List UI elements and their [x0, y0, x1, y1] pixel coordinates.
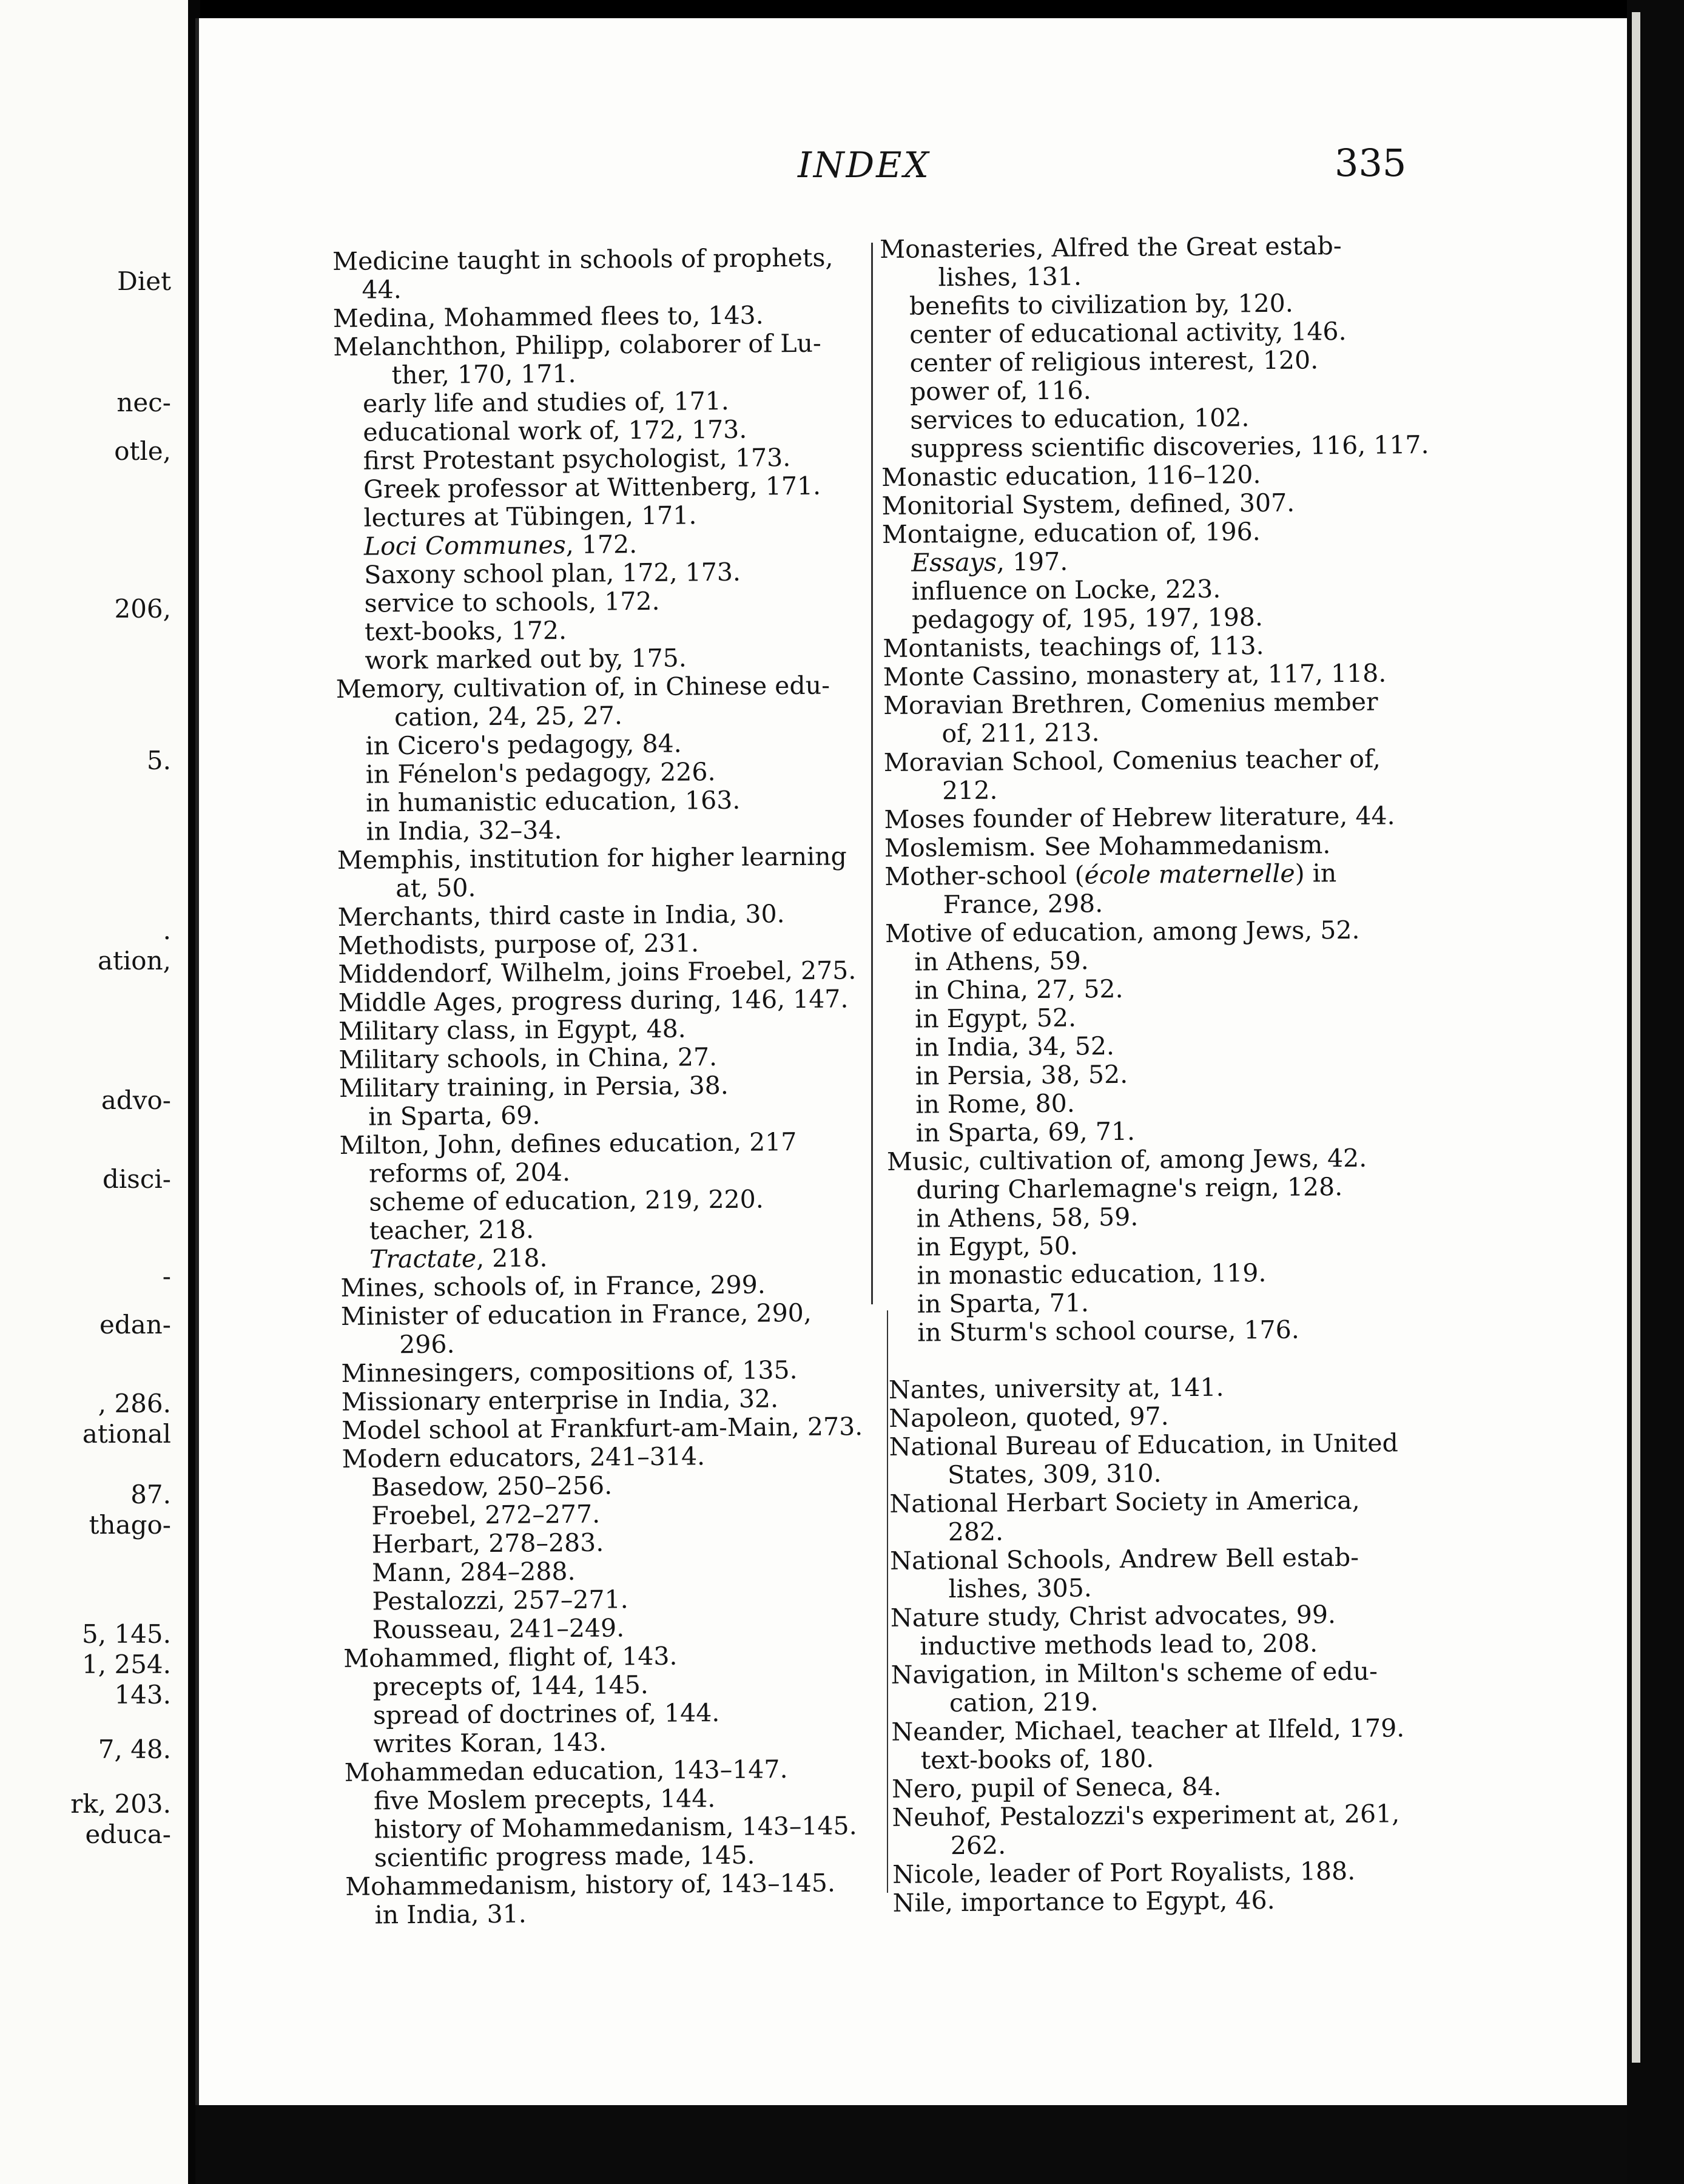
- facing-page-text: ation,: [97, 946, 171, 976]
- index-entry: Mines, schools of, in France, 299.: [340, 1270, 766, 1303]
- index-entry: Nero, pupil of Seneca, 84.: [891, 1771, 1222, 1804]
- page-number: 335: [1335, 141, 1407, 185]
- index-entry: Military schools, in China, 27.: [338, 1042, 718, 1074]
- index-subentry: lishes, 131.: [938, 261, 1082, 292]
- index-subentry: in India, 31.: [374, 1899, 527, 1930]
- index-subentry: in monastic education, 119.: [917, 1258, 1267, 1290]
- index-entry: Monitorial System, defined, 307.: [881, 488, 1295, 521]
- index-subentry: scientific progress made, 145.: [374, 1840, 755, 1873]
- facing-page-text: -: [162, 1261, 171, 1291]
- index-entry: Moslemism. See Mohammedanism.: [884, 830, 1331, 863]
- index-subentry: in China, 27, 52.: [914, 974, 1123, 1005]
- index-subentry: Pestalozzi, 257–271.: [372, 1585, 628, 1616]
- index-subentry: in Cicero's pedagogy, 84.: [365, 729, 682, 761]
- index-entry: Memory, cultivation of, in Chinese edu-: [335, 670, 830, 704]
- index-entry: Mother-school (école maternelle) in: [884, 858, 1337, 891]
- index-subentry: Tractate, 218.: [369, 1243, 548, 1274]
- index-subentry: France, 298.: [943, 889, 1103, 920]
- index-subentry: Froebel, 272–277.: [371, 1499, 601, 1531]
- index-entry: Mohammed, flight of, 143.: [343, 1641, 678, 1673]
- index-subentry: in Athens, 58, 59.: [916, 1202, 1139, 1233]
- index-subentry: 296.: [399, 1329, 455, 1360]
- index-entry: Nature study, Christ advocates, 99.: [890, 1600, 1336, 1633]
- index-entry: National Herbart Society in America,: [889, 1485, 1360, 1518]
- index-subentry: first Protestant psychologist, 173.: [363, 443, 791, 476]
- index-subentry: work marked out by, 175.: [365, 643, 687, 675]
- index-subentry: in India, 32–34.: [366, 815, 562, 846]
- index-subentry: in Athens, 59.: [914, 946, 1089, 977]
- index-entry: Napoleon, quoted, 97.: [889, 1401, 1169, 1433]
- facing-page-text: edan-: [99, 1310, 171, 1340]
- index-entry: Navigation, in Milton's scheme of edu-: [891, 1656, 1378, 1690]
- index-column-right: [880, 231, 1451, 1918]
- index-subentry: Mann, 284–288.: [371, 1556, 576, 1588]
- index-subentry: 212.: [942, 775, 998, 806]
- index-subentry: Rousseau, 241–249.: [372, 1613, 625, 1645]
- index-entry: Moses founder of Hebrew literature, 44.: [884, 801, 1395, 834]
- facing-page-text: .: [163, 915, 171, 945]
- index-entry: Mohammedanism, history of, 143–145.: [345, 1868, 836, 1901]
- index-entry: Neuhof, Pestalozzi's experiment at, 261,: [892, 1799, 1400, 1832]
- index-subentry: reforms of, 204.: [368, 1157, 571, 1188]
- index-entry: Modern educators, 241–314.: [342, 1441, 706, 1474]
- index-entry: Melanchthon, Philipp, colaborer of Lu-: [333, 328, 821, 362]
- index-subentry: Greek professor at Wittenberg, 171.: [363, 471, 821, 504]
- index-subentry: cation, 24, 25, 27.: [394, 701, 623, 732]
- index-subentry: history of Mohammedanism, 143–145.: [374, 1811, 857, 1844]
- index-entry: Minister of education in France, 290,: [340, 1298, 812, 1331]
- facing-page-text: 5.: [146, 746, 171, 775]
- index-subentry: text-books of, 180.: [920, 1744, 1154, 1775]
- facing-page-text: , 286.: [98, 1389, 171, 1418]
- facing-page-fragment: [0, 0, 188, 2184]
- index-entry: Montanists, teachings of, 113.: [883, 631, 1264, 663]
- index-subentry: in Sturm's school course, 176.: [917, 1315, 1299, 1347]
- index-subentry: ther, 170, 171.: [391, 359, 576, 390]
- index-subentry: early life and studies of, 171.: [362, 386, 730, 419]
- index-entry: Nicole, leader of Port Royalists, 188.: [892, 1856, 1356, 1889]
- index-entry: Moravian Brethren, Comenius member: [883, 687, 1378, 720]
- index-column-left: [332, 243, 892, 1930]
- index-entry: Music, cultivation of, among Jews, 42.: [886, 1143, 1367, 1176]
- index-subentry: precepts of, 144, 145.: [372, 1670, 649, 1702]
- index-entry: Middle Ages, progress during, 146, 147.: [338, 984, 849, 1017]
- index-entry: Mohammedan education, 143–147.: [344, 1754, 788, 1787]
- index-entry: National Bureau of Education, in United: [889, 1428, 1398, 1461]
- index-subentry: in Fénelon's pedagogy, 226.: [365, 757, 716, 789]
- index-entry: Model school at Frankfurt-am-Main, 273.: [342, 1412, 863, 1445]
- index-subentry: Herbart, 278–283.: [371, 1528, 604, 1559]
- index-subentry: States, 309, 310.: [947, 1458, 1162, 1490]
- index-subentry: benefits to civilization by, 120.: [909, 288, 1294, 321]
- index-entry: Medina, Mohammed flees to, 143.: [332, 300, 764, 333]
- facing-page-text: 143.: [114, 1680, 171, 1710]
- facing-page-text: nec-: [116, 388, 171, 417]
- index-subentry: in India, 34, 52.: [915, 1031, 1115, 1062]
- index-subentry: Saxony school plan, 172, 173.: [364, 557, 741, 590]
- facing-page-text: 87.: [130, 1480, 171, 1509]
- facing-page-text: ational: [82, 1419, 171, 1449]
- index-subentry: pedagogy of, 195, 197, 198.: [911, 602, 1264, 635]
- index-subentry: in humanistic education, 163.: [366, 785, 741, 818]
- index-subentry: in Egypt, 50.: [916, 1231, 1079, 1262]
- index-subentry: spread of doctrines of, 144.: [372, 1698, 720, 1730]
- index-entry: Merchants, third caste in India, 30.: [337, 899, 785, 932]
- bottom-shadow: [195, 2105, 1627, 2184]
- facing-page-text: 5, 145.: [82, 1619, 171, 1649]
- index-subentry: cation, 219.: [949, 1687, 1099, 1718]
- facing-page-text: thago-: [89, 1510, 171, 1540]
- index-subentry: lectures at Tübingen, 171.: [363, 500, 697, 533]
- index-subentry: 262.: [950, 1830, 1006, 1861]
- index-subentry: Essays, 197.: [911, 547, 1068, 578]
- index-entry: Memphis, institution for higher learning: [337, 841, 847, 875]
- index-subentry: services to education, 102.: [910, 403, 1250, 435]
- index-subentry: at, 50.: [396, 873, 476, 903]
- index-subentry: in Sparta, 69.: [368, 1100, 541, 1131]
- facing-page-text: advo-: [101, 1085, 171, 1115]
- facing-page-text: 7, 48.: [98, 1734, 171, 1764]
- index-subentry: five Moslem precepts, 144.: [373, 1784, 716, 1816]
- index-subentry: center of educational activity, 146.: [909, 316, 1347, 349]
- index-subentry: of, 211, 213.: [941, 718, 1100, 749]
- index-entry: Nile, importance to Egypt, 46.: [892, 1885, 1275, 1918]
- index-entry: Monastic education, 116–120.: [881, 460, 1261, 492]
- index-subentry: inductive methods lead to, 208.: [920, 1628, 1318, 1661]
- running-head-title: INDEX: [798, 144, 931, 186]
- index-entry: Moravian School, Comenius teacher of,: [883, 744, 1381, 777]
- index-subentry: center of religious interest, 120.: [909, 345, 1319, 378]
- index-subentry: 282.: [948, 1517, 1004, 1547]
- index-subentry: educational work of, 172, 173.: [363, 414, 747, 447]
- facing-page-text: 206,: [114, 594, 171, 624]
- index-subentry: text-books, 172.: [364, 615, 567, 647]
- index-subentry: teacher, 218.: [369, 1215, 534, 1245]
- index-subentry: in Egypt, 52.: [914, 1003, 1077, 1034]
- index-entry: Monasteries, Alfred the Great estab-: [879, 231, 1342, 264]
- index-entry: Monte Cassino, monastery at, 117, 118.: [883, 658, 1387, 692]
- index-entry: Military training, in Persia, 38.: [338, 1070, 729, 1103]
- index-subentry: lishes, 305.: [948, 1573, 1093, 1604]
- page-edge-stripe: [1632, 12, 1640, 2063]
- facing-page-text: otle,: [114, 436, 171, 466]
- index-subentry: in Sparta, 71.: [917, 1288, 1090, 1319]
- index-subentry: in Sparta, 69, 71.: [915, 1116, 1136, 1148]
- index-entry: Middendorf, Wilhelm, joins Froebel, 275.: [338, 956, 857, 989]
- index-subentry: power of, 116.: [909, 376, 1091, 406]
- facing-page-text: educa-: [85, 1819, 171, 1849]
- index-entry: Military class, in Egypt, 48.: [338, 1014, 686, 1046]
- facing-page-text: 1, 254.: [82, 1650, 171, 1679]
- facing-page-text: disci-: [102, 1164, 171, 1194]
- index-entry: Motive of education, among Jews, 52.: [884, 915, 1360, 948]
- index-entry: Minnesingers, compositions of, 135.: [341, 1355, 798, 1388]
- index-subentry: during Charlemagne's reign, 128.: [916, 1172, 1343, 1205]
- facing-page-text: rk, 203.: [70, 1789, 171, 1819]
- index-subentry: in Rome, 80.: [915, 1088, 1075, 1119]
- index-entry: Neander, Michael, teacher at Ilfeld, 179.: [891, 1713, 1405, 1747]
- index-entry: Methodists, purpose of, 231.: [337, 928, 699, 960]
- index-subentry: influence on Locke, 223.: [911, 574, 1221, 606]
- facing-page-text: Diet: [117, 266, 171, 296]
- index-subentry: Loci Communes, 172.: [363, 530, 638, 561]
- index-subentry: service to schools, 172.: [364, 586, 660, 618]
- index-entry: Missionary enterprise in India, 32.: [341, 1384, 779, 1417]
- index-entry: Nantes, university at, 141.: [888, 1372, 1224, 1404]
- index-entry: National Schools, Andrew Bell estab-: [889, 1542, 1359, 1576]
- index-entry: Milton, John, defines education, 217: [339, 1127, 797, 1160]
- index-entry: Montaigne, education of, 196.: [881, 517, 1261, 549]
- index-entry: Medicine taught in schools of prophets,: [332, 243, 834, 276]
- index-subentry: writes Koran, 143.: [373, 1727, 607, 1759]
- index-subentry: Basedow, 250–256.: [371, 1471, 613, 1502]
- index-subentry: in Persia, 38, 52.: [915, 1059, 1128, 1091]
- index-subentry: suppress scientific discoveries, 116, 117.: [910, 430, 1429, 463]
- index-subentry: 44.: [362, 275, 402, 305]
- index-spacer: [888, 1343, 1446, 1376]
- index-subentry: scheme of education, 219, 220.: [369, 1184, 764, 1217]
